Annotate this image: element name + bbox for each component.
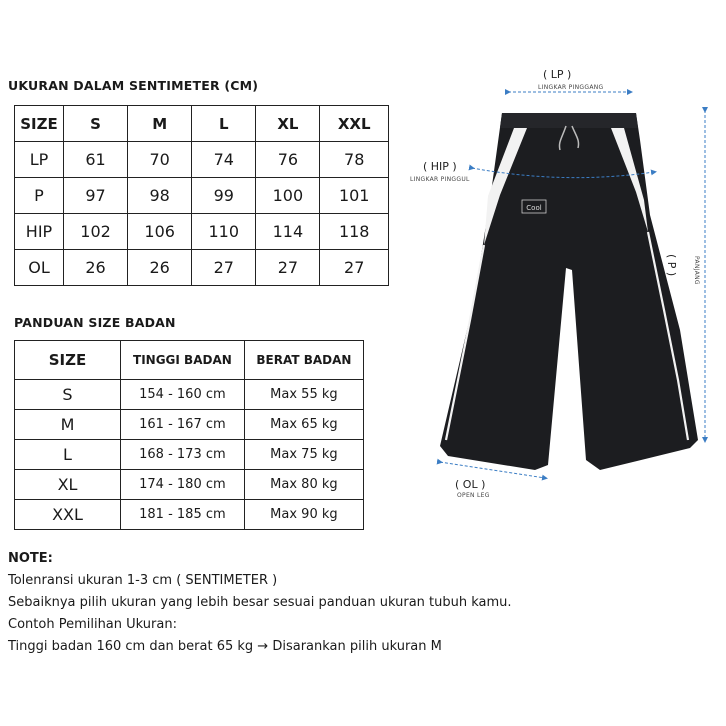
header-cell: TINGGI BADAN [121,341,245,380]
note-line: Sebaiknya pilih ukuran yang lebih besar sesuai panduan ukuran tubuh kamu. [8,595,512,610]
table-cell: 76 [256,142,320,178]
header-cell: XL [256,106,320,142]
table-cell: 118 [320,214,389,250]
table-cell: Max 65 kg [244,410,363,440]
table-cell: 110 [192,214,256,250]
header-cell: XXL [320,106,389,142]
table-row [15,142,389,178]
pants-diagram [400,60,720,500]
table-cell: 154 - 160 cm [121,380,245,410]
table-header-row [15,341,364,380]
table-cell: 102 [64,214,128,250]
table-cell: 168 - 173 cm [121,440,245,470]
body-guide-table [14,340,364,530]
table-cell: 99 [192,178,256,214]
row-label: LP [15,142,64,178]
header-cell: SIZE [15,341,121,380]
header-cell: BERAT BADAN [244,341,363,380]
table-row [15,500,364,530]
body-guide-title: PANDUAN SIZE BADAN [14,315,176,330]
table-cell: 74 [192,142,256,178]
table-cell: 97 [64,178,128,214]
table-cell: 78 [320,142,389,178]
size-chart-table [14,105,389,286]
header-cell: S [64,106,128,142]
header-cell: M [128,106,192,142]
row-label: HIP [15,214,64,250]
size-chart-title: UKURAN DALAM SENTIMETER (CM) [8,78,259,93]
table-cell: 26 [64,250,128,286]
row-label: M [15,410,121,440]
row-label: L [15,440,121,470]
table-row [15,250,389,286]
table-cell: Max 90 kg [244,500,363,530]
row-label: P [15,178,64,214]
table-cell: 26 [128,250,192,286]
table-header-row [15,106,389,142]
table-cell: 181 - 185 cm [121,500,245,530]
table-cell: 27 [192,250,256,286]
table-row [15,410,364,440]
lp-sublabel: LINGKAR PINGGANG [538,84,604,91]
hip-sublabel: LINGKAR PINGGUL [410,176,470,183]
note-line: Tolenransi ukuran 1-3 cm ( SENTIMETER ) [8,573,278,588]
header-cell: SIZE [15,106,64,142]
table-cell: 98 [128,178,192,214]
table-row [15,380,364,410]
notes-section [8,548,512,658]
hip-label: ( HIP ) [423,160,457,173]
table-cell: 174 - 180 cm [121,470,245,500]
p-label: ( P ) [665,254,678,277]
row-label: S [15,380,121,410]
row-label: XXL [15,500,121,530]
notes-heading: NOTE: [8,551,53,566]
header-cell: L [192,106,256,142]
table-row [15,470,364,500]
table-row [15,440,364,470]
table-cell: 114 [256,214,320,250]
table-cell: Max 80 kg [244,470,363,500]
table-cell: 27 [256,250,320,286]
row-label: XL [15,470,121,500]
logo-text: Cool [526,204,542,212]
table-cell: 100 [256,178,320,214]
row-label: OL [15,250,64,286]
table-cell: 61 [64,142,128,178]
note-line: Contoh Pemilihan Ukuran: [8,617,177,632]
table-row [15,214,389,250]
ol-label: ( OL ) [455,478,486,491]
table-cell: 101 [320,178,389,214]
table-cell: Max 55 kg [244,380,363,410]
table-cell: 70 [128,142,192,178]
p-sublabel: PANJANG [693,256,700,285]
table-cell: 27 [320,250,389,286]
ol-sublabel: OPEN LEG [457,492,490,499]
table-cell: Max 75 kg [244,440,363,470]
table-cell: 106 [128,214,192,250]
table-cell: 161 - 167 cm [121,410,245,440]
table-row [15,178,389,214]
note-line: Tinggi badan 160 cm dan berat 65 kg → Disarankan pilih ukuran M [8,639,442,654]
lp-label: ( LP ) [543,68,572,81]
waistband [500,113,638,128]
